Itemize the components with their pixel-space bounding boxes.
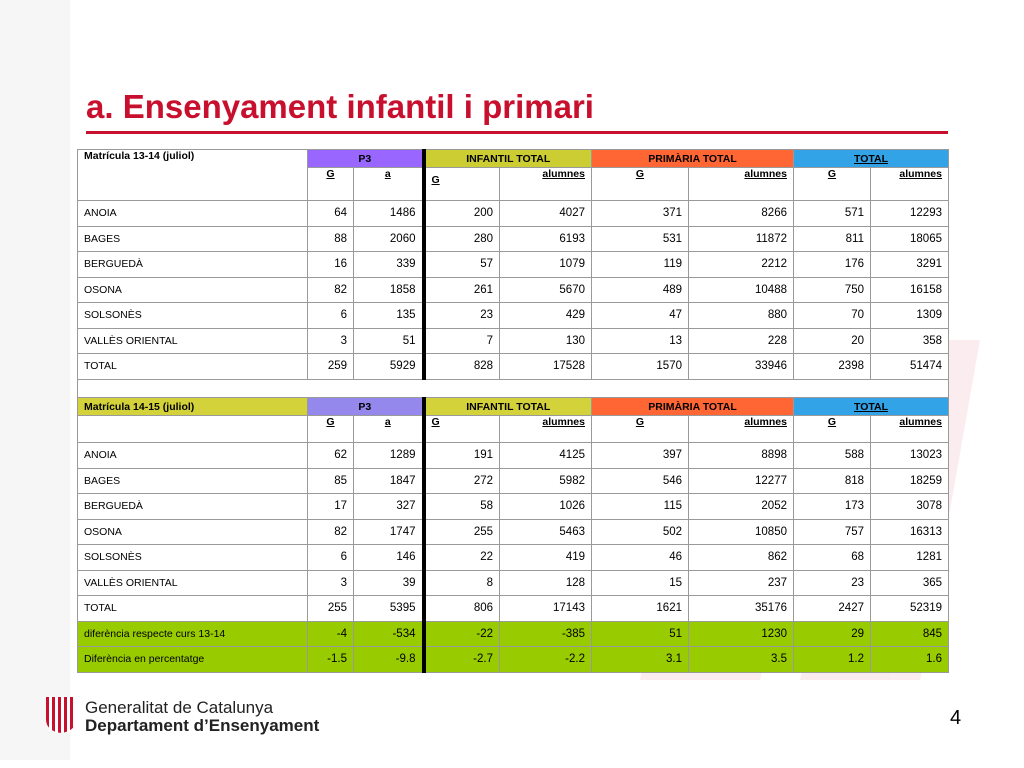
table-cell: 1281 — [871, 545, 949, 571]
table-cell: 358 — [871, 328, 949, 354]
table-cell: 16158 — [871, 277, 949, 303]
table-cell: 750 — [794, 277, 871, 303]
table-cell: 3 — [308, 328, 354, 354]
table-cell: 5395 — [354, 596, 424, 622]
table-cell: 200 — [424, 201, 500, 227]
table-cell: 51 — [354, 328, 424, 354]
table-cell: 2427 — [794, 596, 871, 622]
table-cell: 5982 — [500, 468, 592, 494]
row-label: BAGES — [78, 468, 308, 494]
table-cell: 135 — [354, 303, 424, 329]
table-cell: 502 — [592, 519, 689, 545]
table-cell: 828 — [424, 354, 500, 380]
table-cell: 46 — [592, 545, 689, 571]
enrollment-table-13-14 — [77, 149, 949, 401]
table-row — [78, 519, 949, 545]
table-cell: 880 — [689, 303, 794, 329]
subheader-alumnes: alumnes — [689, 416, 794, 443]
table-cell: 862 — [689, 545, 794, 571]
table-cell: 4125 — [500, 443, 592, 469]
header-infantil-total: INFANTIL TOTAL — [424, 398, 592, 416]
table-cell: 6 — [308, 303, 354, 329]
table-cell: 6 — [308, 545, 354, 571]
table-cell: 57 — [424, 252, 500, 278]
table-cell: 13 — [592, 328, 689, 354]
subheader-g: G — [308, 168, 354, 201]
table-cell: 18259 — [871, 468, 949, 494]
table-cell: 10488 — [689, 277, 794, 303]
table-cell: 419 — [500, 545, 592, 571]
subheader-alumnes: alumnes — [689, 168, 794, 201]
table-row — [78, 621, 949, 647]
subheader-alumnes: alumnes — [500, 168, 592, 201]
table-cell: 8898 — [689, 443, 794, 469]
table-row — [78, 277, 949, 303]
row-label: OSONA — [78, 277, 308, 303]
table-cell: 259 — [308, 354, 354, 380]
subheader-g: G — [308, 416, 354, 443]
table-cell: 12277 — [689, 468, 794, 494]
title-underline — [86, 131, 948, 134]
table-cell: 1621 — [592, 596, 689, 622]
table-cell: 2060 — [354, 226, 424, 252]
table-cell: 23 — [424, 303, 500, 329]
table-cell: 88 — [308, 226, 354, 252]
table-cell: 489 — [592, 277, 689, 303]
table-cell: 806 — [424, 596, 500, 622]
table-cell: 146 — [354, 545, 424, 571]
table-cell: 3 — [308, 570, 354, 596]
table-cell: 1026 — [500, 494, 592, 520]
table-row — [78, 468, 949, 494]
row-label: BERGUEDÀ — [78, 494, 308, 520]
table-cell: 17143 — [500, 596, 592, 622]
table-row — [78, 303, 949, 329]
table-cell: 47 — [592, 303, 689, 329]
empty-cell — [78, 416, 308, 443]
table-cell: -9.8 — [354, 647, 424, 673]
table-cell: 7 — [424, 328, 500, 354]
table-cell: 5670 — [500, 277, 592, 303]
row-label: ANOIA — [78, 443, 308, 469]
table-cell: 811 — [794, 226, 871, 252]
table-cell: 228 — [689, 328, 794, 354]
org-name: Generalitat de Catalunya — [85, 698, 274, 717]
table-cell: 2052 — [689, 494, 794, 520]
header-p3: P3 — [308, 150, 424, 168]
table-cell: 546 — [592, 468, 689, 494]
row-label: VALLÈS ORIENTAL — [78, 328, 308, 354]
table-cell: 6193 — [500, 226, 592, 252]
row-label: SOLSONÈS — [78, 303, 308, 329]
table-cell: 429 — [500, 303, 592, 329]
table-row — [78, 494, 949, 520]
table-cell: 1570 — [592, 354, 689, 380]
row-label: BAGES — [78, 226, 308, 252]
table-cell: 1079 — [500, 252, 592, 278]
page-title: a. Ensenyament infantil i primari — [86, 88, 594, 125]
table-cell: 33946 — [689, 354, 794, 380]
row-label: OSONA — [78, 519, 308, 545]
table-cell: 365 — [871, 570, 949, 596]
row-label: TOTAL — [78, 596, 308, 622]
table-cell: 272 — [424, 468, 500, 494]
table-cell: 845 — [871, 621, 949, 647]
table-cell: 1289 — [354, 443, 424, 469]
subheader-g: G — [794, 416, 871, 443]
table-cell: 571 — [794, 201, 871, 227]
table-cell: 2212 — [689, 252, 794, 278]
table-cell: 339 — [354, 252, 424, 278]
table-cell: 119 — [592, 252, 689, 278]
table-cell: 280 — [424, 226, 500, 252]
table-cell: 1847 — [354, 468, 424, 494]
table-cell: 1858 — [354, 277, 424, 303]
table-cell: 818 — [794, 468, 871, 494]
table-cell: 16313 — [871, 519, 949, 545]
department-name: Departament d’Ensenyament — [85, 716, 320, 735]
header-total: TOTAL — [794, 150, 949, 168]
header-infantil-total: INFANTIL TOTAL — [424, 150, 592, 168]
table-cell: 15 — [592, 570, 689, 596]
header-primaria-total: PRIMÀRIA TOTAL — [592, 150, 794, 168]
table-cell: -2.2 — [500, 647, 592, 673]
table-cell: 3291 — [871, 252, 949, 278]
table-cell: 82 — [308, 277, 354, 303]
subheader-g: G — [592, 416, 689, 443]
subheader-alumnes: alumnes — [871, 416, 949, 443]
table-cell: 255 — [308, 596, 354, 622]
table-cell: 13023 — [871, 443, 949, 469]
table-cell: 371 — [592, 201, 689, 227]
table-cell: 1309 — [871, 303, 949, 329]
table-cell: 18065 — [871, 226, 949, 252]
subheader-alumnes: alumnes — [871, 168, 949, 201]
table-row — [78, 545, 949, 571]
subheader-alumnes: alumnes — [500, 416, 592, 443]
table-row — [78, 226, 949, 252]
table-cell: 17 — [308, 494, 354, 520]
table-cell: 82 — [308, 519, 354, 545]
table-cell: 3078 — [871, 494, 949, 520]
table-cell: 327 — [354, 494, 424, 520]
table-cell: 176 — [794, 252, 871, 278]
row-label: diferència respecte curs 13-14 — [78, 621, 308, 647]
table-cell: 85 — [308, 468, 354, 494]
table-row — [78, 201, 949, 227]
table-cell: 10850 — [689, 519, 794, 545]
senyera-logo-icon — [46, 697, 76, 733]
table-cell: 22 — [424, 545, 500, 571]
subheader-g: G — [794, 168, 871, 201]
table-cell: 2398 — [794, 354, 871, 380]
subheader-g: G — [424, 168, 500, 201]
table-cell: 5929 — [354, 354, 424, 380]
table-cell: -385 — [500, 621, 592, 647]
table-cell: 68 — [794, 545, 871, 571]
table-cell: 4027 — [500, 201, 592, 227]
table-cell: 191 — [424, 443, 500, 469]
table-cell: 58 — [424, 494, 500, 520]
table-label: Matrícula 14-15 (juliol) — [78, 398, 308, 416]
table-cell: 588 — [794, 443, 871, 469]
table-cell: 8 — [424, 570, 500, 596]
table-cell: 12293 — [871, 201, 949, 227]
table-cell: 1747 — [354, 519, 424, 545]
table-cell: 757 — [794, 519, 871, 545]
table-cell: -1.5 — [308, 647, 354, 673]
table-cell: 3.1 — [592, 647, 689, 673]
table-row — [78, 647, 949, 673]
table-cell: 23 — [794, 570, 871, 596]
table-cell: 1486 — [354, 201, 424, 227]
table-cell: 29 — [794, 621, 871, 647]
table-cell: 1.6 — [871, 647, 949, 673]
header-primaria-total: PRIMÀRIA TOTAL — [592, 398, 794, 416]
table-row — [78, 252, 949, 278]
table-cell: 35176 — [689, 596, 794, 622]
row-label: Diferència en percentatge — [78, 647, 308, 673]
table-cell: 130 — [500, 328, 592, 354]
page-number: 4 — [950, 707, 962, 729]
header-p3: P3 — [308, 398, 424, 416]
table-label: Matrícula 13-14 (juliol) — [78, 150, 308, 201]
table-cell: 39 — [354, 570, 424, 596]
table-cell: 531 — [592, 226, 689, 252]
table-cell: 70 — [794, 303, 871, 329]
table-cell: 1230 — [689, 621, 794, 647]
row-label: SOLSONÈS — [78, 545, 308, 571]
table-row — [78, 596, 949, 622]
row-label: TOTAL — [78, 354, 308, 380]
table-cell: 64 — [308, 201, 354, 227]
table-cell: 255 — [424, 519, 500, 545]
table-cell: 52319 — [871, 596, 949, 622]
table-cell: -4 — [308, 621, 354, 647]
table-cell: 11872 — [689, 226, 794, 252]
table-cell: 261 — [424, 277, 500, 303]
enrollment-table-14-15 — [77, 397, 949, 673]
table-cell: 17528 — [500, 354, 592, 380]
table-row — [78, 354, 949, 380]
table-cell: -534 — [354, 621, 424, 647]
table-cell: 20 — [794, 328, 871, 354]
table-cell: 16 — [308, 252, 354, 278]
row-label: VALLÈS ORIENTAL — [78, 570, 308, 596]
subheader-g: G — [424, 416, 500, 443]
table-row — [78, 570, 949, 596]
table-cell: 1.2 — [794, 647, 871, 673]
subheader-g: G — [592, 168, 689, 201]
table-cell: 51474 — [871, 354, 949, 380]
table-cell: 128 — [500, 570, 592, 596]
table-cell: -2.7 — [424, 647, 500, 673]
row-label: BERGUEDÀ — [78, 252, 308, 278]
table-cell: 3.5 — [689, 647, 794, 673]
table-cell: 397 — [592, 443, 689, 469]
table-cell: 5463 — [500, 519, 592, 545]
table-cell: 8266 — [689, 201, 794, 227]
table-row — [78, 443, 949, 469]
table-cell: -22 — [424, 621, 500, 647]
table-cell: 237 — [689, 570, 794, 596]
table-cell: 173 — [794, 494, 871, 520]
subheader-a: a — [354, 168, 424, 201]
table-cell: 51 — [592, 621, 689, 647]
subheader-a: a — [354, 416, 424, 443]
table-cell: 115 — [592, 494, 689, 520]
table-row — [78, 328, 949, 354]
header-total: TOTAL — [794, 398, 949, 416]
table-cell: 62 — [308, 443, 354, 469]
row-label: ANOIA — [78, 201, 308, 227]
